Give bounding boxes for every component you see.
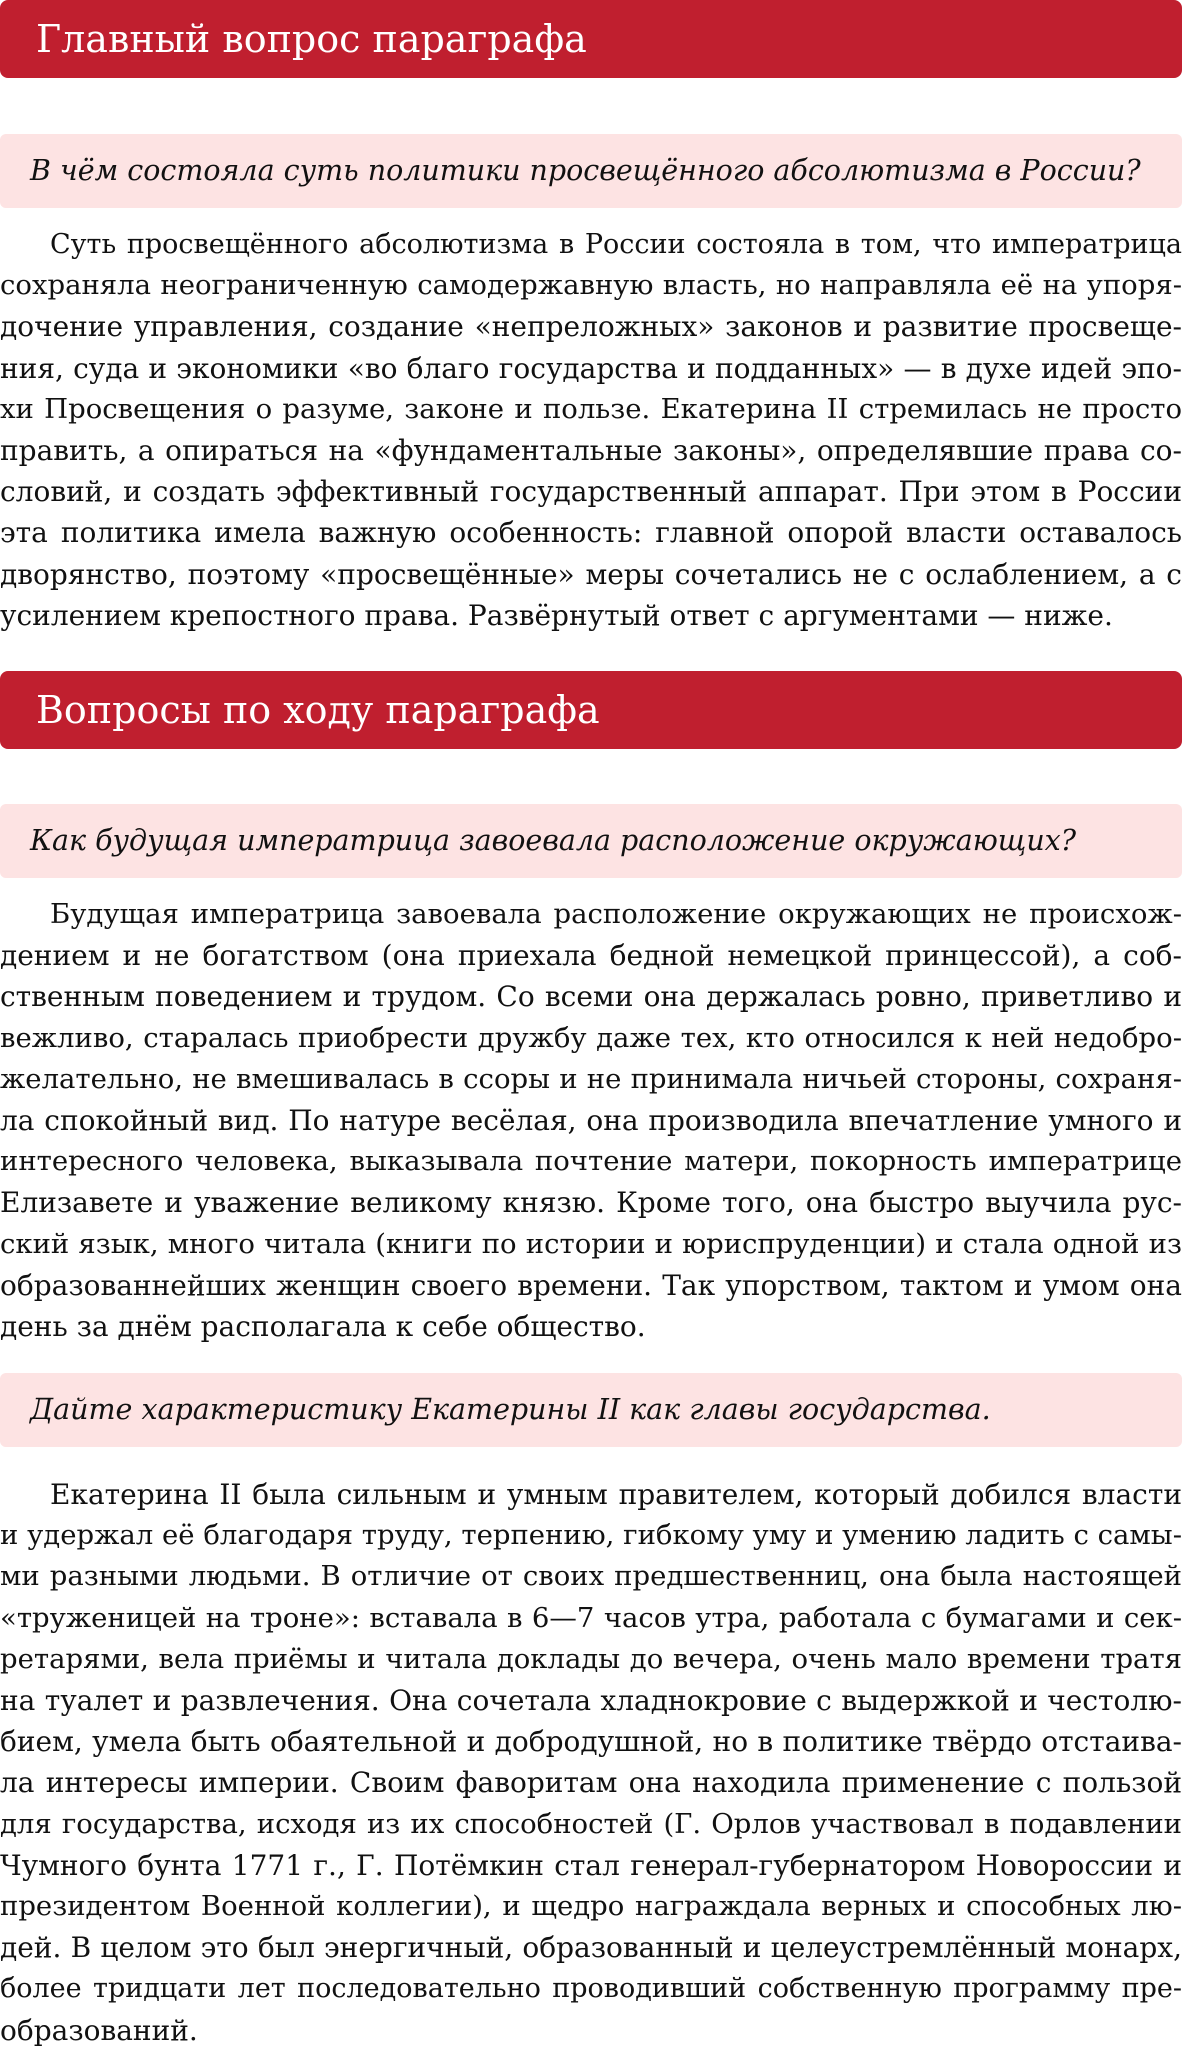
answer-line: президентом Военной коллегии), и щедро награждала верных и способных лю- xyxy=(0,1890,1182,1923)
answer-line: «труженицей на троне»: вставала в 6—7 часов утра, работала с бумагами и сек- xyxy=(0,1601,1182,1634)
answer-line: хи Просвещения о разуме, законе и пользе. Екатерина II стремилась не просто xyxy=(0,392,1182,425)
answer-line: дей. В целом это был энергичный, образованный и целеустремлённый монарх, xyxy=(0,1931,1182,1965)
answer-line: править, а опираться на «фундаментальные законы», определявшие права со- xyxy=(0,434,1182,468)
answer-line: ственным поведением и трудом. Со всеми она держалась ровно, приветливо и xyxy=(0,980,1182,1014)
section-header-main-question: Главный вопрос параграфа xyxy=(0,0,1182,78)
answer-line: дочение управления, создание «непреложных» законов и развитие просвеще- xyxy=(0,310,1182,344)
answer-line: Елизавете и уважение великому князю. Кроме того, она быстро выучила рус- xyxy=(0,1186,1182,1220)
answer-line: словий, и создать эффективный государственный аппарат. При этом в России xyxy=(0,475,1182,509)
answer-line: ми разными людьми. В отличие от своих предшественниц, она была настоящей xyxy=(0,1560,1182,1593)
answer-paragraph xyxy=(0,1474,1182,2051)
answer-paragraph xyxy=(0,894,1182,1347)
question-bar: В чём состояла суть политики просвещённого абсолютизма в России? xyxy=(0,134,1182,208)
answer-line: день за днём располагала к себе общество. xyxy=(0,1310,646,1344)
answer-line: ла спокойный вид. По натуре весёлая, она производила впечатление умного и xyxy=(0,1104,1182,1138)
answer-line: бием, умела быть обаятельной и добродушной, но в политике твёрдо отстаива- xyxy=(0,1725,1182,1759)
answer-line: вежливо, старалась приобрести дружбу даже тех, кто относился к ней недобро- xyxy=(0,1021,1182,1054)
answer-line: Будущая императрица завоевала расположение окружающих не происхож- xyxy=(50,898,1182,930)
answer-line: дворянство, поэтому «просвещённые» меры сочетались не с ослаблением, а с xyxy=(0,557,1182,591)
answer-line: образованнейших женщин своего времени. Так упорством, тактом и умом она xyxy=(0,1268,1182,1302)
answer-line: желательно, не вмешивалась в ссоры и не принимала ничьей стороны, сохраня- xyxy=(0,1062,1182,1095)
answer-line: Суть просвещённого абсолютизма в России состояла в том, что императрица xyxy=(50,229,1182,260)
answer-line: ский язык, много читала (книги по истории и юриспруденции) и стала одной из xyxy=(0,1227,1182,1260)
answer-paragraph xyxy=(0,224,1182,636)
answer-line: дением и не богатством (она приехала бедной немецкой принцессой), а соб- xyxy=(0,939,1182,973)
answer-line: ния, суда и экономики «во благо государства и подданных» — в духе идей эпо- xyxy=(0,351,1182,385)
answer-line: на туалет и развлечения. Она сочетала хладнокровие с выдержкой и честолю- xyxy=(0,1684,1182,1718)
question-bar: Дайте характеристику Екатерины II как главы государства. xyxy=(0,1373,1182,1447)
answer-line: для государства, исходя из их способностей (Г. Орлов участвовал в подавлении xyxy=(0,1807,1182,1840)
answer-line: ретарями, вела приёмы и читала доклады до вечера, очень мало времени тратя xyxy=(0,1642,1182,1675)
answer-line: Чумного бунта 1771 г., Г. Потёмкин стал генерал-губернатором Новороссии и xyxy=(0,1848,1182,1882)
question-bar: Как будущая императрица завоевала расположение окружающих? xyxy=(0,804,1182,878)
answer-line: более тридцати лет последовательно проводивший собственную программу пре- xyxy=(0,1973,1182,2005)
answer-line: сохраняла неограниченную самодержавную власть, но направляла её на упоря- xyxy=(0,269,1182,302)
answer-line: усилением крепостного права. Развёрнутый ответ с аргументами — ниже. xyxy=(0,598,1113,632)
answer-line: интересного человека, выказывала почтение матери, покорность императрице xyxy=(0,1145,1182,1178)
answer-line: Екатерина II была сильным и умным правителем, который добился власти xyxy=(50,1478,1182,1511)
section-header-questions: Вопросы по ходу параграфа xyxy=(0,671,1182,749)
answer-line: ла интересы империи. Своим фаворитам она находила применение с пользой xyxy=(0,1766,1182,1800)
answer-line: и удержал её благодаря труду, терпению, гибкому уму и умению ладить с самы- xyxy=(0,1519,1182,1552)
answer-line: образований. xyxy=(0,2013,198,2047)
answer-line: эта политика имела важную особенность: главной опорой власти оставалось xyxy=(0,516,1182,550)
